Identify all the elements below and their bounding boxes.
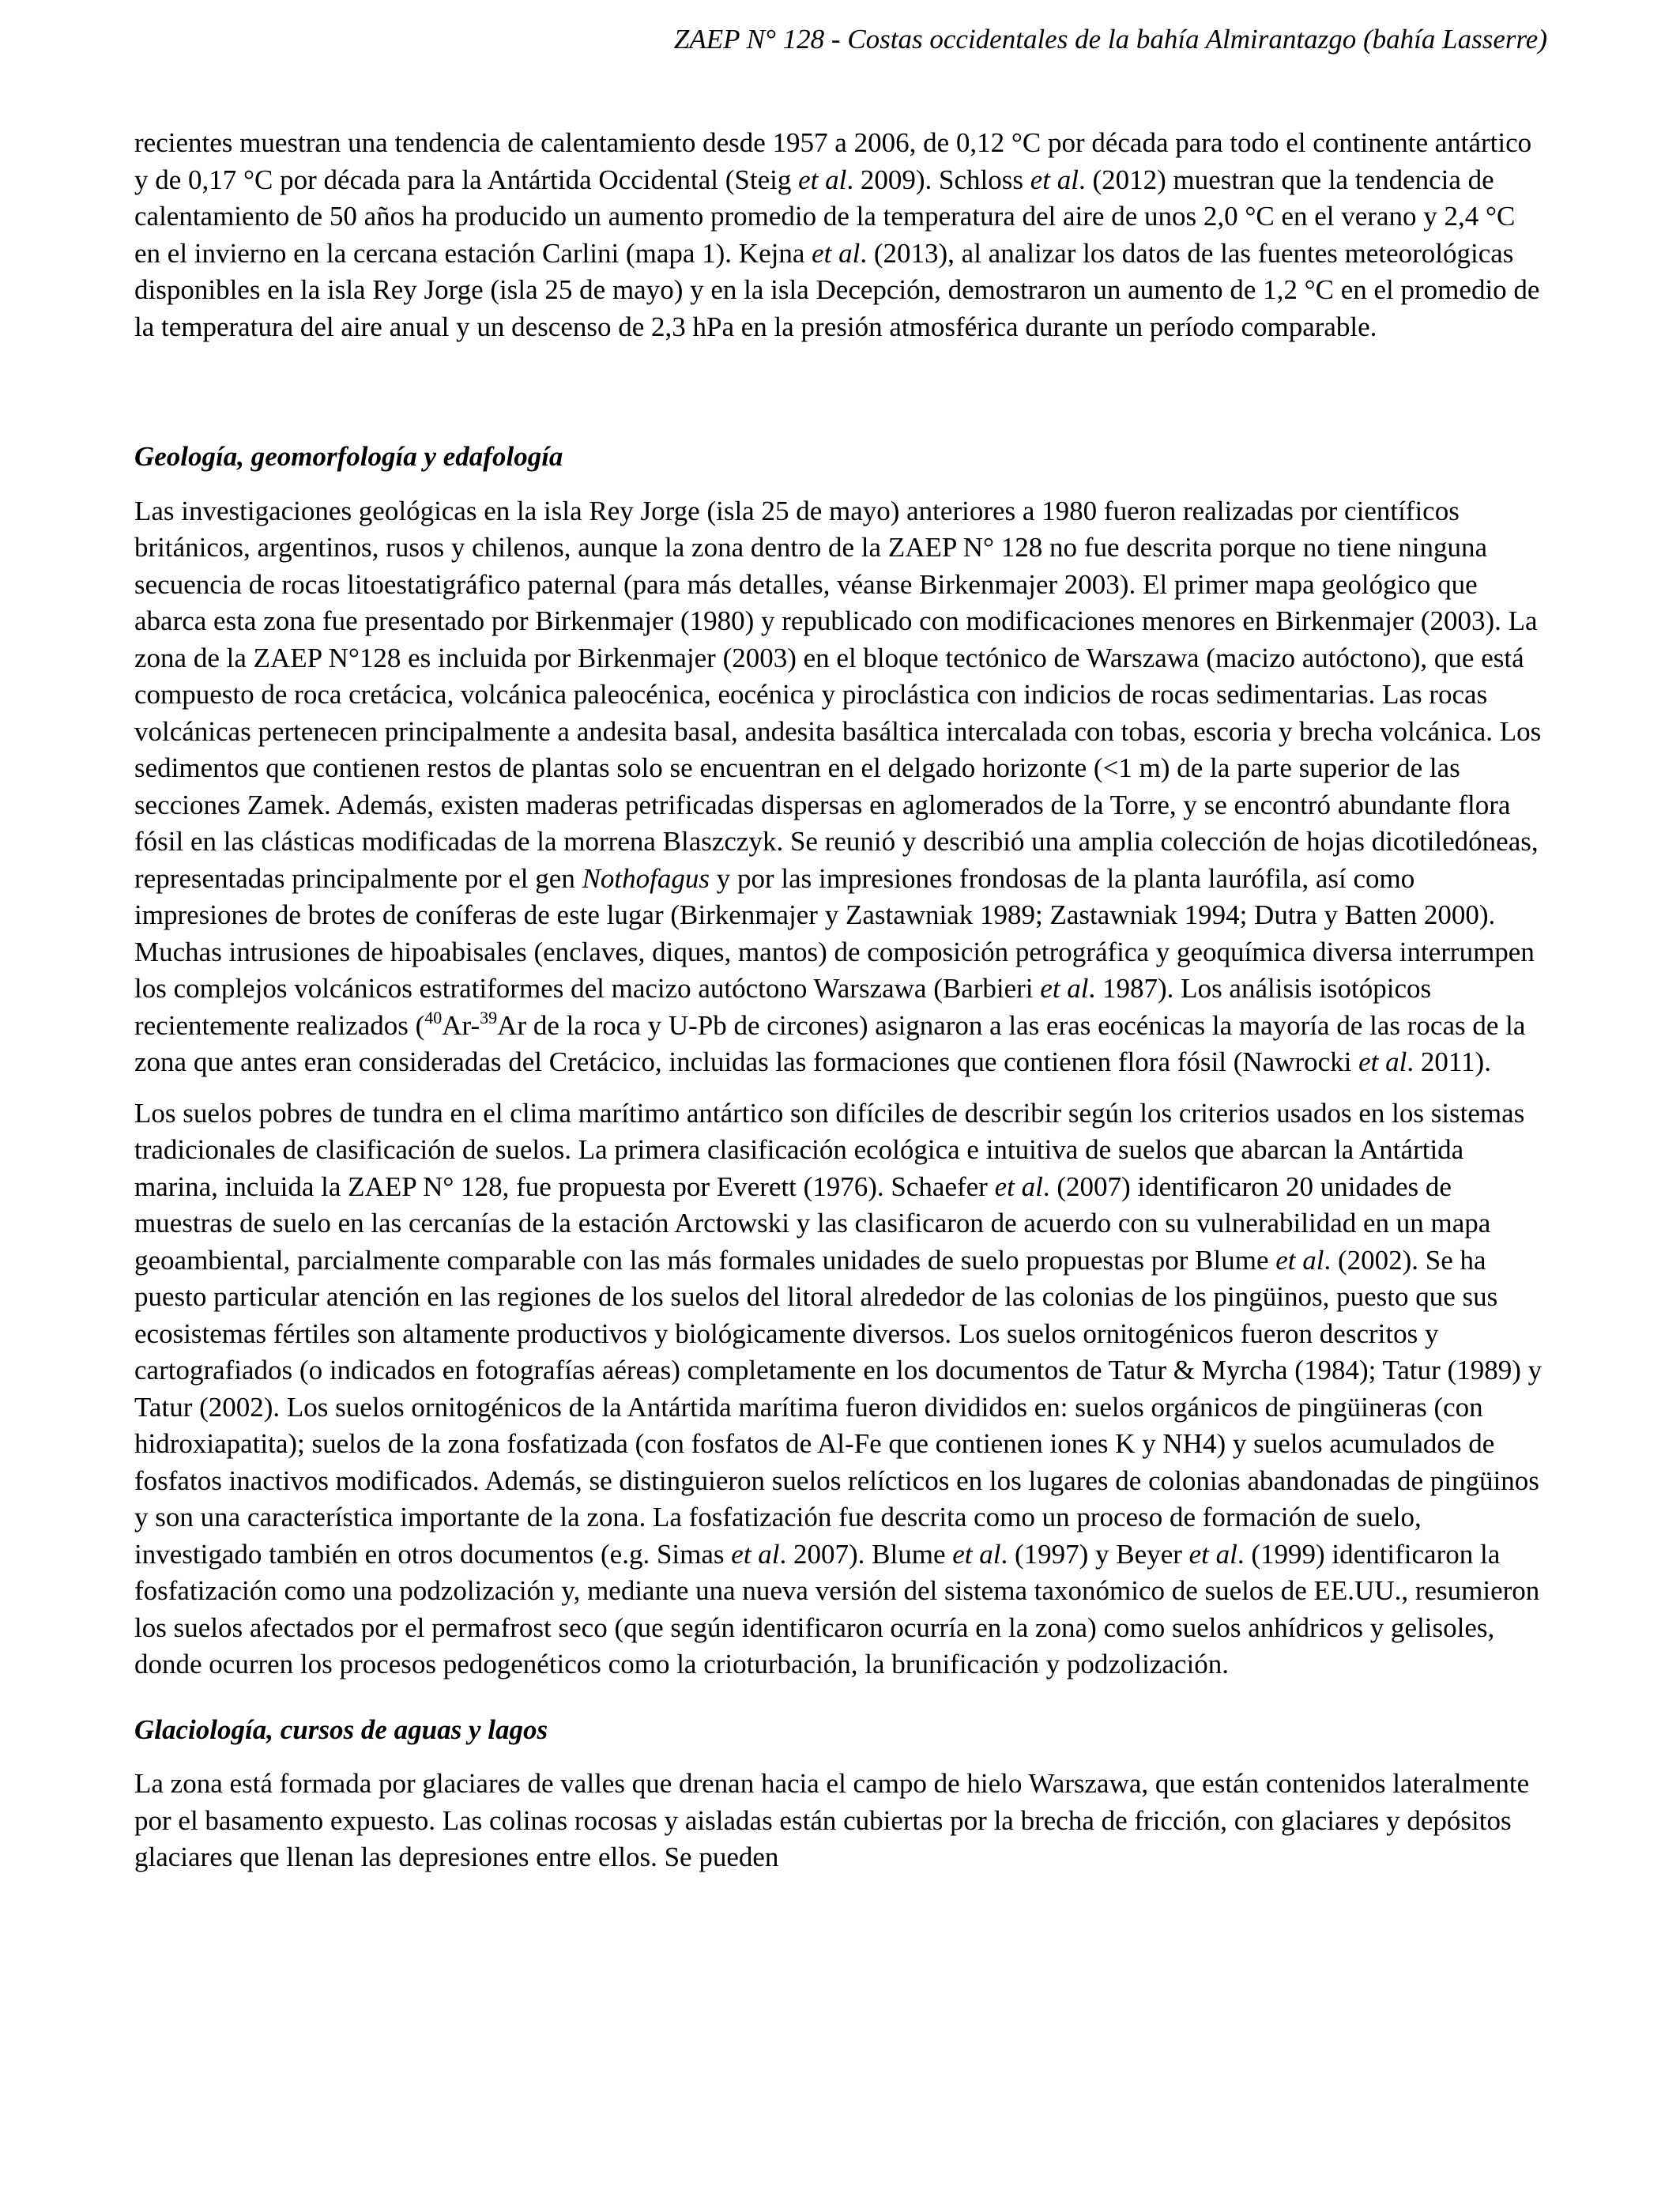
text-run: Ar- (442, 1009, 480, 1041)
et-al: et al (812, 237, 861, 269)
text-run: . (1999) identificaron la fosfatización como una podzolización y, mediante una nueva versión del sistema taxonómico de suelos de EE.UU., resumieron los suelos afectados por el permafrost seco (que según identificaron ocurría en la zona) como suelos anhídricos y gelisoles, donde ocurren los procesos pedogenéticos como la crioturbación, la brunificación y podzolización. (134, 1538, 1540, 1679)
text-run: . 2009). Schloss (846, 164, 1030, 195)
text-run: . (2012) muestran que la tendencia de calentamiento de 50 años ha producido un aumento promedio de la temperatura del aire de unos 2,0 °C en el verano y 2,4 °C en el invierno en la cercana estación Carlini (mapa 1). Kejna (134, 164, 1516, 269)
text-run: Las investigaciones geológicas en la isla Rey Jorge (isla 25 de mayo) anteriores a 1980 fueron realizadas por científicos británicos, argentinos, rusos y chilenos, aunque la zona dentro de la ZAEP N° 128 no fue descrita porque no tiene ninguna secuencia de rocas litoestatigráfico paternal (para más detalles, véanse Birkenmajer 2003). El primer mapa geológico que abarca esta zona fue presentado por Birkenmajer (1980) y republicado con modificaciones menores en Birkenmajer (2003). La zona de la ZAEP N°128 es incluida por Birkenmajer (2003) en el bloque tectónico de Warszawa (macizo autóctono), que está compuesto de roca cretácica, volcánica paleocénica, eocénica y piroclástica con indicios de rocas sedimentarias. Las rocas volcánicas pertenecen principalmente a andesita basal, andesita basáltica intercalada con tobas, escoria y brecha volcánica. Los sedimentos que contienen restos de plantas solo se encuentran en el delgado horizonte (<1 m) de la parte superior de las secciones Zamek. Además, existen maderas petrificadas dispersas en aglomerados de la Torre, y se encontró abundante flora fósil en las clásticas modificadas de la morrena Blaszczyk. Se reunió y describió una amplia colección de hojas dicotiledóneas, representadas principalmente por el gen (134, 495, 1542, 894)
text-run: . 2007). Blume (779, 1538, 953, 1570)
text-run: . 1987). Los análisis isotópicos recientemente realizados ( (134, 973, 1432, 1041)
text-run: Los suelos pobres de tundra en el clima marítimo antártico son difíciles de describir según los criterios usados en los sistemas tradicionales de clasificación de suelos. La primera clasificación ecológica e intuitiva de suelos que abarcan la Antártida marina, incluida la ZAEP N° 128, fue propuesta por Everett (1976). Schaefer (134, 1097, 1525, 1202)
text-run: . (2013), al analizar los datos de las fuentes meteorológicas disponibles en la isla Rey Jorge (isla 25 de mayo) y en la isla Decepción, demostraron un aumento de 1,2 °C en el promedio de la temperatura del aire anual y un descenso de 2,3 hPa en la presión atmosférica durante un período comparable. (134, 237, 1540, 342)
isotope-superscript: 40 (424, 1007, 443, 1027)
text-run: . (1997) y Beyer (1000, 1538, 1189, 1570)
running-header: ZAEP N° 128 - Costas occidentales de la bahía Almirantazgo (bahía Lasserre) (673, 24, 1547, 55)
et-al: et al (1358, 1046, 1407, 1077)
document-body (134, 125, 1543, 1876)
genus-name: Nothofagus (582, 862, 710, 894)
geology-heading: Geología, geomorfología y edafología (134, 441, 563, 472)
isotope-superscript: 39 (480, 1007, 498, 1027)
et-al: et al (1030, 164, 1079, 195)
et-al: et al (798, 164, 847, 195)
text-run: . (2007) identificaron 20 unidades de muestras de suelo en las cercanías de la estación Arctowski y las clasificaron de acuerdo con su vulnerabilidad en un mapa geoambiental, parcialmente comparable con las más formales unidades de suelo propuestas por Blume (134, 1171, 1491, 1276)
climate-paragraph (134, 125, 1543, 345)
text-run: . 2011). (1407, 1046, 1491, 1077)
et-al: et al (1188, 1538, 1237, 1570)
et-al: et al (994, 1171, 1043, 1202)
text-run: Ar de la roca y U-Pb de circones) asignaron a las eras eocénicas la mayoría de las rocas de la zona que antes eran consideradas del Cretácico, incluidas las formaciones que contienen flora fósil (Nawrocki (134, 1009, 1526, 1077)
soils-paragraph (134, 1095, 1543, 1683)
text-run: y por las impresiones frondosas de la planta laurófila, así como impresiones de brotes de coníferas de este lugar (Birkenmajer y Zastawniak 1989; Zastawniak 1994; Dutra y Batten 2000). Muchas intrusiones de hipoabisales (enclaves, diques, mantos) de composición petrográfica y geoquímica diversa interrumpen los complejos volcánicos estratiformes del macizo autóctono Warszawa (Barbieri (134, 862, 1535, 1004)
text-run: recientes muestran una tendencia de calentamiento desde 1957 a 2006, de 0,12 °C por década para todo el continente antártico y de 0,17 °C por década para la Antártida Occidental (Steig (134, 127, 1532, 195)
geology-paragraph (134, 493, 1543, 1081)
glaciology-heading: Glaciología, cursos de aguas y lagos (134, 1713, 548, 1745)
et-al: et al (952, 1538, 1001, 1570)
text-run: . (2002). Se ha puesto particular atención en las regiones de los suelos del litoral alrededor de las colonias de los pingüinos, puesto que sus ecosistemas fértiles son altamente productivos y biológicamente diversos. Los suelos ornitogénicos fueron descritos y cartografiados (o indicados en fotografías aéreas) completamente en los documentos de Tatur & Myrcha (1984); Tatur (1989) y Tatur (2002). Los suelos ornitogénicos de la Antártida marítima fueron divididos en: suelos orgánicos de pingüineras (con hidroxiapatita); suelos de la zona fosfatizada (con fosfatos de Al-Fe que contienen iones K y NH4) y suelos acumulados de fosfatos inactivos modificados. Además, se distinguieron suelos relícticos en los lugares de colonias abandonadas de pingüinos y son una característica importante de la zona. La fosfatización fue descrita como un proceso de formación de suelo, investigado también en otros documentos (e.g. Simas (134, 1244, 1543, 1570)
et-al: et al (731, 1538, 780, 1570)
et-al: et al (1040, 973, 1089, 1004)
et-al: et al (1275, 1244, 1324, 1276)
glaciology-paragraph: La zona está formada por glaciares de valles que drenan hacia el campo de hielo Warszawa, que están contenidos lateralmente por el basamento expuesto. Las colinas rocosas y aisladas están cubiertas por la brecha de fricción, con glaciares y depósitos glaciares que llenan las depresiones entre ellos. Se pueden (134, 1768, 1530, 1872)
